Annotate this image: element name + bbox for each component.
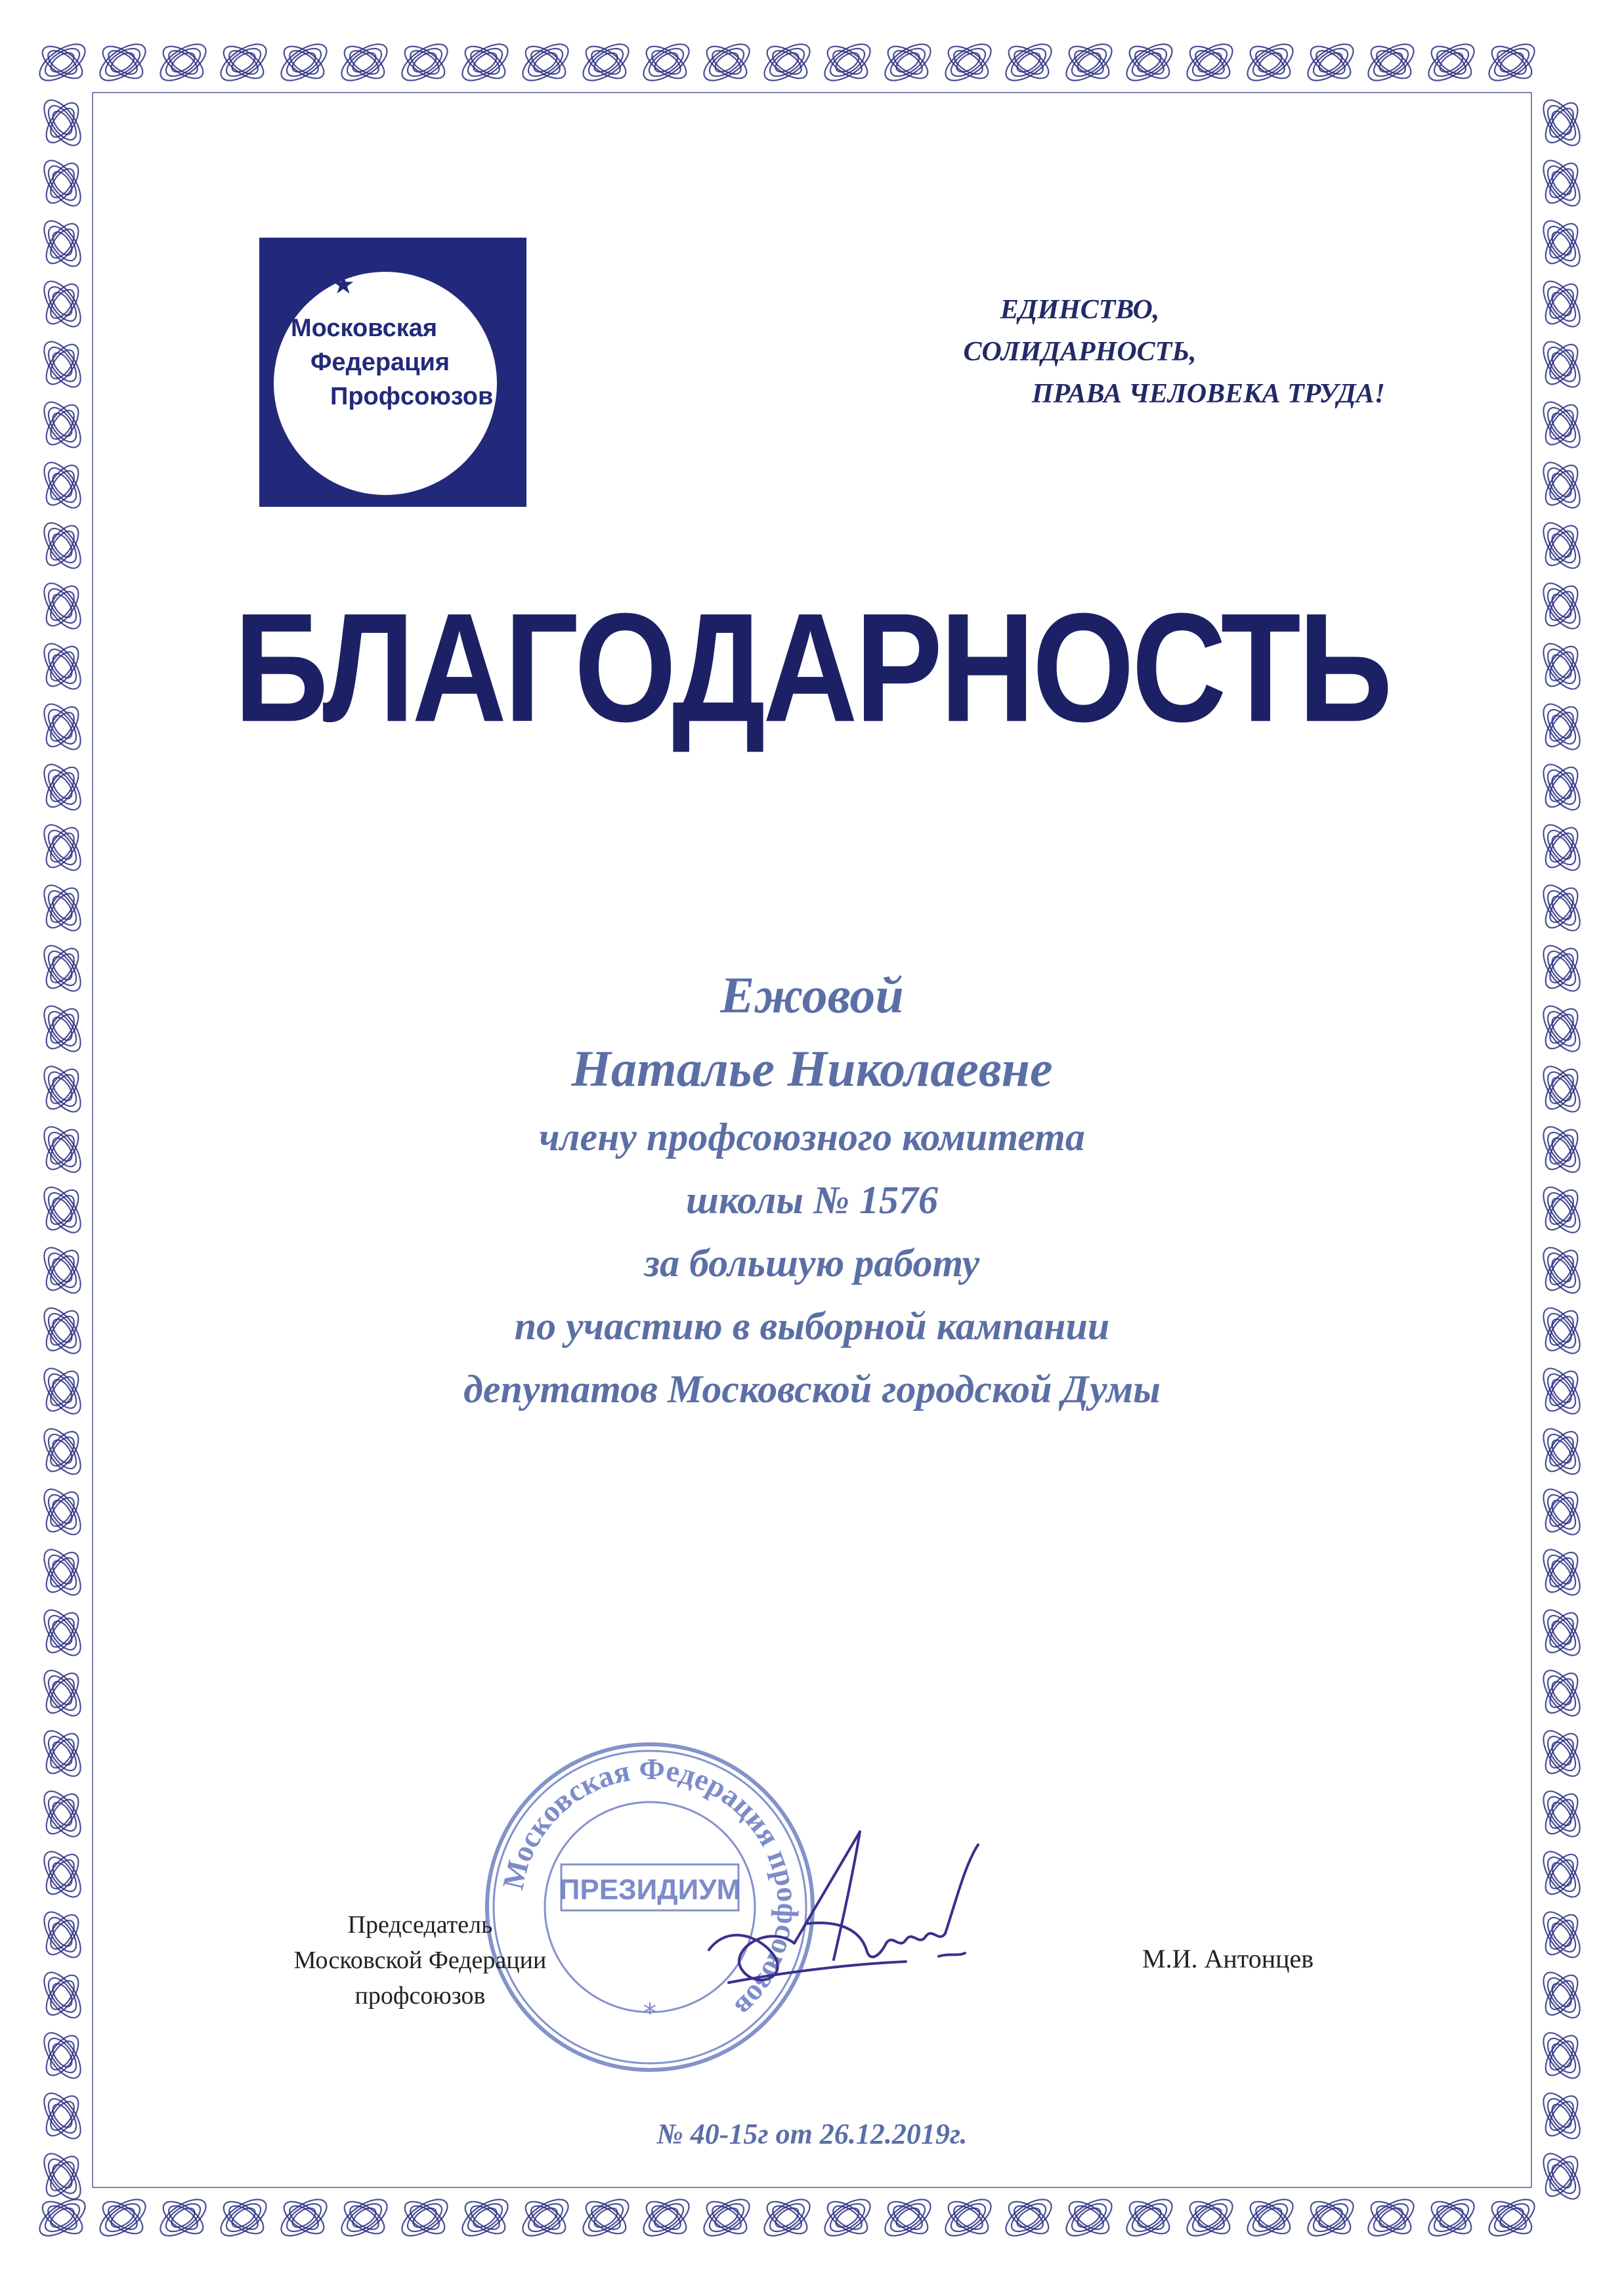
border-ornament bbox=[37, 578, 88, 635]
border-ornament bbox=[37, 1604, 88, 1662]
border-ornament bbox=[1182, 37, 1239, 88]
motto bbox=[775, 289, 1385, 415]
border-ornament bbox=[1537, 457, 1587, 514]
border-ornament bbox=[1537, 1725, 1587, 1782]
border-ornament bbox=[1537, 699, 1587, 756]
recipient-surname: Ежовой bbox=[720, 966, 904, 1023]
border-ornament bbox=[457, 2193, 514, 2243]
border-ornament bbox=[95, 37, 152, 88]
border-ornament bbox=[37, 1725, 88, 1782]
border-ornament bbox=[1537, 1302, 1587, 1360]
border-ornament bbox=[276, 2193, 333, 2243]
border-ornament bbox=[1537, 940, 1587, 997]
signer-name: М.И. Антонцев bbox=[1142, 1944, 1314, 1973]
border-ornament bbox=[37, 1906, 88, 1964]
border-ornament bbox=[155, 2193, 212, 2243]
border-ornament bbox=[34, 37, 91, 88]
border-ornament bbox=[1537, 397, 1587, 454]
border-ornament bbox=[37, 2148, 88, 2205]
border-ornament bbox=[1537, 517, 1587, 574]
reason-line-2: по участию в выборной кампании bbox=[514, 1304, 1110, 1348]
border-ornament bbox=[1537, 1061, 1587, 1118]
recipient-name: Наталье Николаевне bbox=[571, 1040, 1053, 1097]
border-ornament bbox=[37, 1786, 88, 1843]
border-ornament bbox=[638, 37, 695, 88]
border-ornament bbox=[1537, 1182, 1587, 1239]
border-ornament bbox=[215, 37, 272, 88]
document-number: № 40-15г от 26.12.2019г. bbox=[656, 2118, 968, 2150]
border-ornament bbox=[1363, 2193, 1420, 2243]
recipient-role: члену профсоюзного комитета bbox=[539, 1115, 1085, 1159]
border-ornament bbox=[37, 1423, 88, 1480]
border-ornament bbox=[276, 37, 333, 88]
logo-text bbox=[291, 311, 501, 414]
border-ornament bbox=[34, 2193, 91, 2243]
border-ornament bbox=[37, 1665, 88, 1722]
logo-line-2: Федерация bbox=[310, 349, 450, 376]
border-ornament bbox=[37, 215, 88, 272]
border-ornament bbox=[1537, 759, 1587, 816]
border-ornament bbox=[1537, 2088, 1587, 2145]
border-ornament bbox=[37, 1182, 88, 1239]
border-ornament bbox=[1537, 1544, 1587, 1601]
border-ornament bbox=[1537, 638, 1587, 695]
recipient-school: школы № 1576 bbox=[686, 1178, 938, 1222]
reason-line-1: за большую работу bbox=[644, 1241, 980, 1285]
border-ornament bbox=[1061, 37, 1118, 88]
border-ornament bbox=[1537, 336, 1587, 393]
border-ornament bbox=[1537, 1484, 1587, 1541]
border-ornament bbox=[336, 2193, 393, 2243]
border-ornament bbox=[37, 95, 88, 152]
border-ornament bbox=[1537, 1665, 1587, 1722]
border-ornament bbox=[1537, 880, 1587, 937]
border-ornament bbox=[1537, 1423, 1587, 1480]
border-ornament bbox=[1537, 1967, 1587, 2024]
border-ornament bbox=[1363, 37, 1420, 88]
border-ornament bbox=[940, 37, 997, 88]
border-ornament bbox=[638, 2193, 695, 2243]
border-ornament bbox=[1537, 155, 1587, 212]
border-ornament bbox=[1242, 37, 1299, 88]
border-ornament bbox=[37, 1846, 88, 1903]
signatory-position bbox=[217, 1907, 624, 2013]
border-ornament bbox=[37, 336, 88, 393]
border-ornament bbox=[37, 819, 88, 876]
border-ornament bbox=[1537, 1242, 1587, 1299]
border-ornament bbox=[940, 2193, 997, 2243]
border-ornament bbox=[1000, 2193, 1058, 2243]
border-ornament bbox=[37, 1121, 88, 1178]
border-ornament bbox=[1537, 1906, 1587, 1964]
border-ornament bbox=[37, 155, 88, 212]
border-ornament bbox=[37, 1302, 88, 1360]
border-ornament bbox=[396, 2193, 454, 2243]
border-ornament bbox=[1302, 2193, 1359, 2243]
border-ornament bbox=[1537, 1786, 1587, 1843]
border-ornament bbox=[1242, 2193, 1299, 2243]
border-ornament bbox=[396, 37, 454, 88]
border-ornament bbox=[37, 699, 88, 756]
border-ornament bbox=[37, 1000, 88, 1058]
border-ornament bbox=[1537, 2148, 1587, 2205]
border-ornament bbox=[1121, 2193, 1178, 2243]
border-ornament bbox=[578, 37, 635, 88]
motto-line-3: ПРАВА ЧЕЛОВЕКА ТРУДА! bbox=[1031, 379, 1385, 409]
position-line-1: Председатель bbox=[347, 1911, 493, 1939]
border-ornament bbox=[37, 397, 88, 454]
position-line-2: Московской Федерации bbox=[293, 1947, 547, 1974]
border-ornament bbox=[37, 276, 88, 333]
reason-line-3: депутатов Московской городской Думы bbox=[463, 1367, 1161, 1411]
recipient-block bbox=[197, 958, 1427, 1421]
border-ornament bbox=[517, 2193, 574, 2243]
document-title: БЛАГОДАРНОСТЬ bbox=[234, 581, 1390, 754]
border-ornament bbox=[1484, 37, 1541, 88]
border-ornament bbox=[698, 37, 756, 88]
border-ornament bbox=[698, 2193, 756, 2243]
border-ornament bbox=[880, 2193, 937, 2243]
border-ornament bbox=[457, 37, 514, 88]
border-ornament bbox=[759, 37, 816, 88]
border-ornament bbox=[1000, 37, 1058, 88]
border-ornament bbox=[1537, 1000, 1587, 1058]
border-ornament bbox=[1537, 819, 1587, 876]
stamp-star-icon: * bbox=[643, 1998, 656, 2029]
motto-line-2: СОЛИДАРНОСТЬ, bbox=[963, 337, 1197, 367]
border-ornament bbox=[1121, 37, 1178, 88]
border-ornament bbox=[1537, 2027, 1587, 2084]
border-ornament bbox=[819, 37, 876, 88]
border-ornament bbox=[1537, 578, 1587, 635]
border-ornament bbox=[1537, 95, 1587, 152]
border-ornament bbox=[1537, 1121, 1587, 1178]
border-ornament bbox=[1061, 2193, 1118, 2243]
border-ornament bbox=[37, 1242, 88, 1299]
border-ornament bbox=[1537, 1363, 1587, 1420]
border-ornament bbox=[336, 37, 393, 88]
border-ornament bbox=[37, 759, 88, 816]
border-ornament bbox=[1423, 2193, 1480, 2243]
border-ornament bbox=[517, 37, 574, 88]
handwritten-signature bbox=[689, 1792, 1004, 2009]
border-ornament bbox=[578, 2193, 635, 2243]
federation-logo bbox=[259, 238, 526, 507]
border-ornament bbox=[1182, 2193, 1239, 2243]
stamp-center-text: ПРЕЗИДИУМ bbox=[559, 1874, 741, 1906]
border-ornament bbox=[1537, 276, 1587, 333]
border-ornament bbox=[37, 1363, 88, 1420]
border-ornament bbox=[37, 457, 88, 514]
border-ornament bbox=[1484, 2193, 1541, 2243]
border-ornament bbox=[215, 2193, 272, 2243]
border-ornament bbox=[37, 517, 88, 574]
border-ornament bbox=[1537, 1846, 1587, 1903]
star-icon: ★ bbox=[331, 270, 355, 300]
border-ornament bbox=[37, 1484, 88, 1541]
border-ornament bbox=[819, 2193, 876, 2243]
border-ornament bbox=[37, 880, 88, 937]
border-ornament bbox=[37, 1061, 88, 1118]
border-ornament bbox=[759, 2193, 816, 2243]
border-ornament bbox=[37, 940, 88, 997]
border-ornament bbox=[1423, 37, 1480, 88]
border-ornament bbox=[1302, 37, 1359, 88]
logo-line-3: Профсоюзов bbox=[330, 383, 494, 410]
stamp-ring-text: Московская Федерация профсоюзов bbox=[496, 1752, 805, 2025]
border-ornament bbox=[37, 638, 88, 695]
border-ornament bbox=[37, 1544, 88, 1601]
logo-line-1: Московская bbox=[291, 314, 438, 342]
border-ornament bbox=[37, 2027, 88, 2084]
border-ornament bbox=[95, 2193, 152, 2243]
border-ornament bbox=[1537, 215, 1587, 272]
border-ornament bbox=[155, 37, 212, 88]
motto-line-1: ЕДИНСТВО, bbox=[1000, 295, 1160, 325]
border-ornament bbox=[37, 1967, 88, 2024]
border-ornament bbox=[1537, 1604, 1587, 1662]
border-ornament bbox=[880, 37, 937, 88]
position-line-3: профсоюзов bbox=[354, 1982, 486, 2010]
border-ornament bbox=[37, 2088, 88, 2145]
